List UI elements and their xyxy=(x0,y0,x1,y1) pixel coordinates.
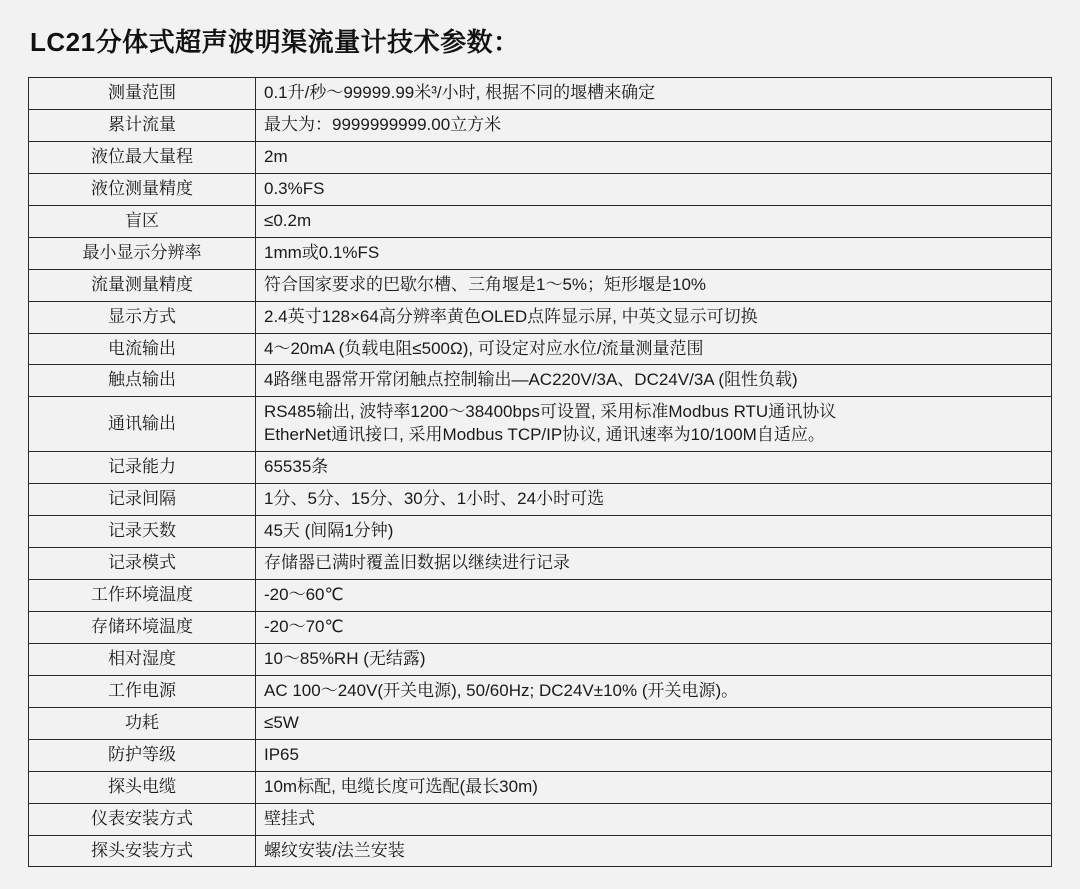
parameter-value-line: AC 100～240V(开关电源), 50/60Hz; DC24V±10% (开关电源)。 xyxy=(264,680,739,700)
parameter-value-line: RS485输出, 波特率1200～38400bps可设置, 采用标准Modbus RTU通讯协议 xyxy=(264,402,837,422)
parameter-name-cell: 记录模式 xyxy=(29,548,256,580)
parameter-name-cell: 液位测量精度 xyxy=(29,173,256,205)
parameter-value-cell xyxy=(256,548,1052,580)
parameter-value-cell xyxy=(256,611,1052,643)
parameter-value-cell xyxy=(256,516,1052,548)
parameter-value-cell xyxy=(256,835,1052,867)
parameter-name-cell: 通讯输出 xyxy=(29,397,256,452)
parameter-name-cell: 探头安装方式 xyxy=(29,835,256,867)
parameter-name-cell: 最小显示分辨率 xyxy=(29,237,256,269)
parameter-value-line: EtherNet通讯接口, 采用Modbus TCP/IP协议, 通讯速率为10/100M自适应。 xyxy=(264,425,825,445)
parameter-value-cell xyxy=(256,580,1052,612)
parameter-name-cell: 工作环境温度 xyxy=(29,580,256,612)
table-row xyxy=(29,835,1052,867)
parameter-value-line: 0.3%FS xyxy=(264,178,325,198)
table-body xyxy=(29,78,1052,867)
parameter-value-cell xyxy=(256,78,1052,110)
parameter-name-cell: 触点输出 xyxy=(29,365,256,397)
table-row xyxy=(29,611,1052,643)
table-row xyxy=(29,141,1052,173)
parameter-value-cell xyxy=(256,771,1052,803)
parameter-value-line: 符合国家要求的巴歇尔槽、三角堰是1～5%；矩形堰是10% xyxy=(264,274,707,294)
page-title: LC21分体式超声波明渠流量计技术参数： xyxy=(30,27,520,57)
table-row xyxy=(29,707,1052,739)
parameter-value-line: 65535条 xyxy=(264,457,329,477)
parameter-value-line: -20～70℃ xyxy=(264,616,344,636)
table-row xyxy=(29,643,1052,675)
parameter-value-cell xyxy=(256,803,1052,835)
table-row xyxy=(29,365,1052,397)
table-row xyxy=(29,452,1052,484)
table-row xyxy=(29,301,1052,333)
parameter-name-cell: 记录能力 xyxy=(29,452,256,484)
parameter-name-cell: 存储环境温度 xyxy=(29,611,256,643)
table-row xyxy=(29,675,1052,707)
table-row xyxy=(29,484,1052,516)
parameter-value-line: ≤5W xyxy=(264,712,299,732)
table-row xyxy=(29,333,1052,365)
parameter-value-line: 4路继电器常开常闭触点控制输出—AC220V/3A、DC24V/3A (阻性负载) xyxy=(264,370,798,390)
specifications-table xyxy=(28,77,1052,867)
parameter-name-cell: 流量测量精度 xyxy=(29,269,256,301)
parameter-value-line: 0.1升/秒～99999.99米³/小时, 根据不同的堰槽来确定 xyxy=(264,83,656,102)
parameter-value-cell xyxy=(256,269,1052,301)
parameter-value-cell xyxy=(256,707,1052,739)
parameter-name-cell: 显示方式 xyxy=(29,301,256,333)
parameter-value-cell xyxy=(256,484,1052,516)
parameter-name-cell: 记录间隔 xyxy=(29,484,256,516)
parameter-value-cell xyxy=(256,643,1052,675)
parameter-value-cell xyxy=(256,109,1052,141)
table-row xyxy=(29,397,1052,452)
parameter-value-line: 10m标配, 电缆长度可选配(最长30m) xyxy=(264,776,538,796)
table-row xyxy=(29,173,1052,205)
parameter-value-cell xyxy=(256,675,1052,707)
parameter-name-cell: 工作电源 xyxy=(29,675,256,707)
parameter-value-line: 45天 (间隔1分钟) xyxy=(264,521,394,541)
parameter-value-cell xyxy=(256,333,1052,365)
parameter-value-line: 最大为：9999999999.00立方米 xyxy=(264,114,502,134)
parameter-value-cell xyxy=(256,237,1052,269)
table-row xyxy=(29,237,1052,269)
parameter-value-cell xyxy=(256,173,1052,205)
table-row xyxy=(29,205,1052,237)
parameter-value-line: 1mm或0.1%FS xyxy=(264,242,380,262)
parameter-name-cell: 累计流量 xyxy=(29,109,256,141)
parameter-value-line: 2m xyxy=(264,146,288,166)
parameter-name-cell: 探头电缆 xyxy=(29,771,256,803)
parameter-value-line: 4～20mA (负载电阻≤500Ω), 可设定对应水位/流量测量范围 xyxy=(264,338,704,358)
parameter-value-cell xyxy=(256,301,1052,333)
parameter-value-line: 1分、5分、15分、30分、1小时、24小时可选 xyxy=(264,489,605,509)
parameter-name-cell: 功耗 xyxy=(29,707,256,739)
parameter-name-cell: 仪表安装方式 xyxy=(29,803,256,835)
parameter-name-cell: 电流输出 xyxy=(29,333,256,365)
parameter-name-cell: 液位最大量程 xyxy=(29,141,256,173)
parameter-value-cell xyxy=(256,452,1052,484)
parameter-value-line: 存储器已满时覆盖旧数据以继续进行记录 xyxy=(264,553,570,573)
parameter-value-line: 10～85%RH (无结露) xyxy=(264,648,426,668)
table-row xyxy=(29,78,1052,110)
parameter-value-cell xyxy=(256,205,1052,237)
table-row xyxy=(29,516,1052,548)
parameter-value-cell xyxy=(256,397,1052,452)
table-row xyxy=(29,548,1052,580)
parameter-name-cell: 测量范围 xyxy=(29,78,256,110)
parameter-value-line: 壁挂式 xyxy=(264,808,315,828)
parameter-value-line: ≤0.2m xyxy=(264,210,312,230)
parameter-value-cell xyxy=(256,365,1052,397)
parameter-name-cell: 记录天数 xyxy=(29,516,256,548)
parameter-value-line: 2.4英寸128×64高分辨率黄色OLED点阵显示屏, 中英文显示可切换 xyxy=(264,306,758,326)
parameter-name-cell: 相对湿度 xyxy=(29,643,256,675)
table-row xyxy=(29,739,1052,771)
parameter-name-cell: 盲区 xyxy=(29,205,256,237)
parameter-value-line: 螺纹安装/法兰安装 xyxy=(264,840,405,860)
table-row xyxy=(29,109,1052,141)
parameter-value-cell xyxy=(256,739,1052,771)
parameter-value-line: -20～60℃ xyxy=(264,585,344,604)
table-row xyxy=(29,803,1052,835)
table-row xyxy=(29,771,1052,803)
parameter-value-line: IP65 xyxy=(264,744,299,764)
parameter-value-cell xyxy=(256,141,1052,173)
table-row xyxy=(29,580,1052,612)
table-row xyxy=(29,269,1052,301)
parameter-name-cell: 防护等级 xyxy=(29,739,256,771)
